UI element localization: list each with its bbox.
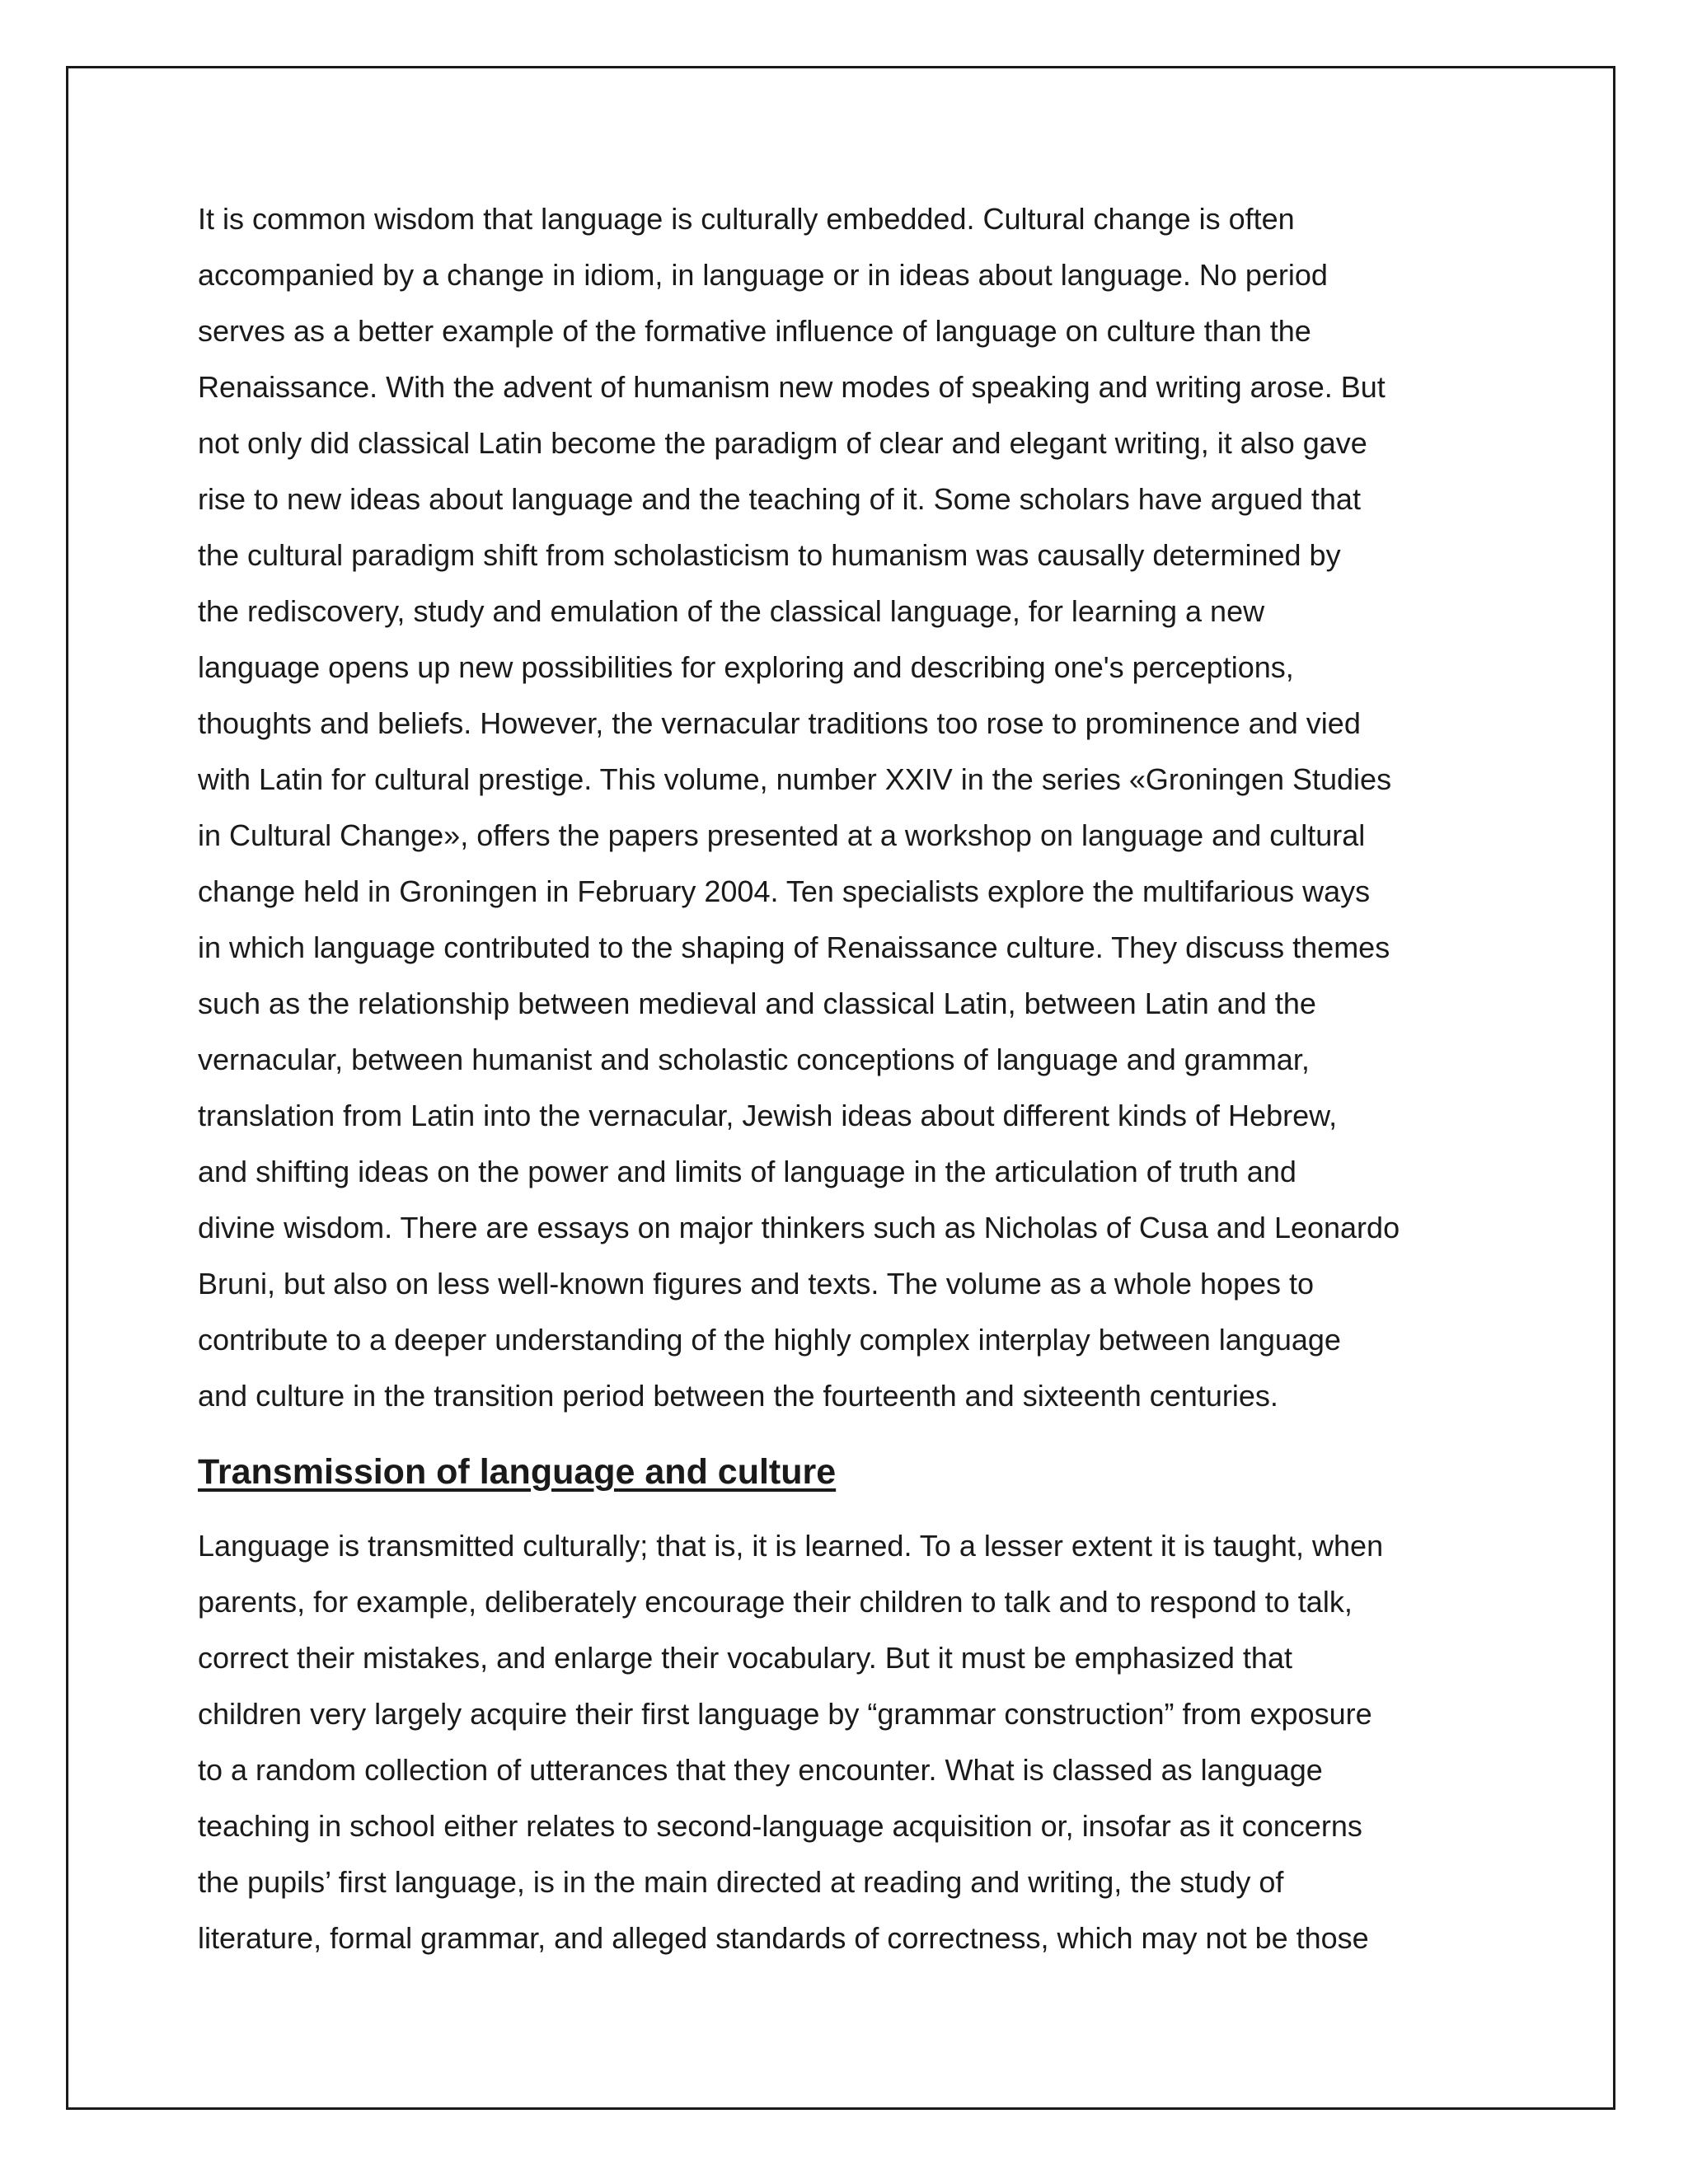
text-line: to a random collection of utterances that they encounter. What is classed as language xyxy=(198,1753,1323,1787)
text-line: contribute to a deeper understanding of the highly complex interplay between language xyxy=(198,1323,1341,1357)
text-line: not only did classical Latin become the paradigm of clear and elegant writing, it also gave xyxy=(198,426,1367,460)
text-line: in Cultural Change», offers the papers presented at a workshop on language and cultural xyxy=(198,818,1366,852)
text-line: language opens up new possibilities for exploring and describing one's perceptions, xyxy=(198,650,1294,684)
text-line: and culture in the transition period between the fourteenth and sixteenth centuries. xyxy=(198,1379,1278,1413)
text-line: It is common wisdom that language is culturally embedded. Cultural change is often xyxy=(198,202,1295,236)
text-line: serves as a better example of the formative influence of language on culture than the xyxy=(198,314,1311,348)
text-line: vernacular, between humanist and scholastic conceptions of language and grammar, xyxy=(198,1043,1310,1076)
section-heading: Transmission of language and culture xyxy=(198,1452,837,1492)
document-body xyxy=(198,191,1500,1966)
text-line: Bruni, but also on less well-known figures and texts. The volume as a whole hopes to xyxy=(198,1267,1315,1301)
transmission-paragraph xyxy=(198,1518,1500,1966)
text-line: translation from Latin into the vernacular, Jewish ideas about different kinds of Hebrew, xyxy=(198,1099,1338,1132)
text-line: such as the relationship between medieval and classical Latin, between Latin and the xyxy=(198,987,1316,1020)
text-line: teaching in school either relates to second-language acquisition or, insofar as it concerns xyxy=(198,1809,1362,1843)
intro-paragraph xyxy=(198,191,1500,1424)
text-line: the cultural paradigm shift from scholasticism to humanism was causally determined by xyxy=(198,538,1341,572)
text-line: in which language contributed to the shaping of Renaissance culture. They discuss themes xyxy=(198,930,1390,964)
text-line: thoughts and beliefs. However, the vernacular traditions too rose to prominence and vied xyxy=(198,706,1361,740)
text-line: Language is transmitted culturally; that is, it is learned. To a lesser extent it is taught, when xyxy=(198,1529,1384,1563)
text-line: change held in Groningen in February 2004. Ten specialists explore the multifarious ways xyxy=(198,874,1371,908)
text-line: with Latin for cultural prestige. This volume, number XXIV in the series «Groningen Studies xyxy=(198,762,1392,796)
text-line: and shifting ideas on the power and limits of language in the articulation of truth and xyxy=(198,1155,1296,1188)
text-line: the pupils’ first language, is in the main directed at reading and writing, the study of xyxy=(198,1865,1284,1899)
text-line: correct their mistakes, and enlarge their vocabulary. But it must be emphasized that xyxy=(198,1641,1292,1675)
text-line: accompanied by a change in idiom, in language or in ideas about language. No period xyxy=(198,258,1328,292)
text-line: divine wisdom. There are essays on major thinkers such as Nicholas of Cusa and Leonardo xyxy=(198,1211,1400,1244)
text-line: parents, for example, deliberately encourage their children to talk and to respond to talk, xyxy=(198,1585,1353,1619)
text-line: rise to new ideas about language and the teaching of it. Some scholars have argued that xyxy=(198,482,1361,516)
text-line: the rediscovery, study and emulation of the classical language, for learning a new xyxy=(198,594,1265,628)
text-line: literature, formal grammar, and alleged standards of correctness, which may not be those xyxy=(198,1921,1369,1955)
text-line: Renaissance. With the advent of humanism new modes of speaking and writing arose. But xyxy=(198,370,1386,404)
text-line: children very largely acquire their first language by “grammar construction” from exposure xyxy=(198,1697,1372,1731)
